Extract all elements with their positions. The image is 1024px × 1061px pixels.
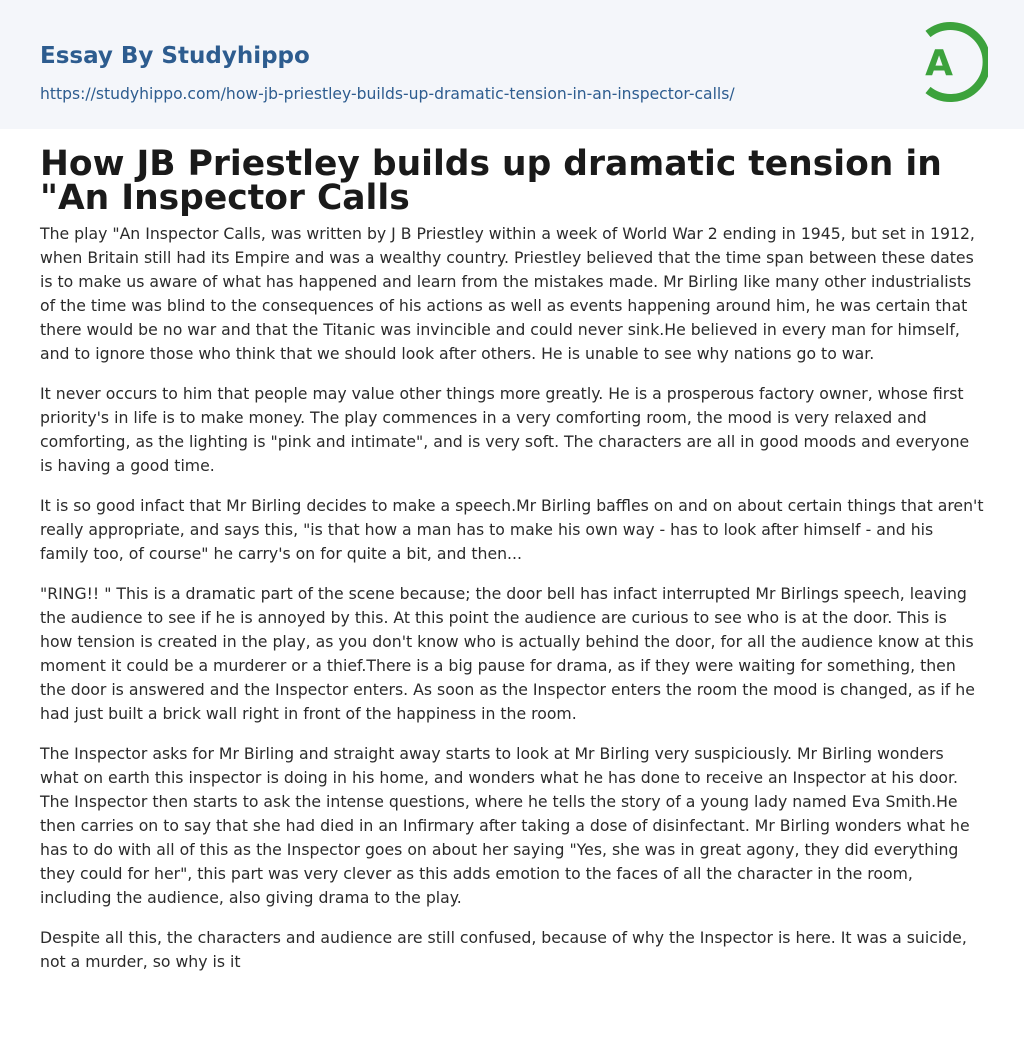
article-paragraph-6: Despite all this, the characters and audience are still confused, because of why the Inspector is here. It was a suicide, not a murder, so why is it [40, 928, 967, 971]
article-paragraph-2: It never occurs to him that people may value other things more greatly. He is a prosperous factory owner, whose first priority's in life is to make money. The play commences in a very comforting room, the mood is very relaxed and comforting, as the lighting is "pink and intimate", and is very soft. The characters are all in good moods and everyone is having a good time. [40, 384, 970, 475]
article [40, 144, 984, 990]
studyhippo-logo-icon[interactable] [912, 18, 988, 106]
site-brand[interactable]: Essay By Studyhippo [40, 43, 310, 69]
article-paragraph-5: The Inspector asks for Mr Birling and straight away starts to look at Mr Birling very suspiciously. Mr Birling wonders what on earth this inspector is doing in his home, and wonders what he has done to receive an Inspector at his door. The Inspector then starts to ask the intense questions, where he tells the story of a young lady named Eva Smith.He then carries on to say that she had died in an Infirmary after taking a dose of disinfectant. Mr Birling wonders what he has to do with all of this as the Inspector goes on about her saying "Yes, she was in great agony, they did everything they could for her", this part was very clever as this adds emotion to the faces of all the character in the room, including the audience, also giving drama to the play. [40, 744, 970, 907]
article-paragraph-4: "RING!! " This is a dramatic part of the scene because; the door bell has infact interrupted Mr Birlings speech, leaving the audience to see if he is annoyed by this. At this point the audience are curious to see who is at the door. This is how tension is created in the play, as you don't know who is actually behind the door, for all the audience know at this moment it could be a murderer or a thief.There is a big pause for drama, as if they were waiting for something, then the door is answered and the Inspector enters. As soon as the Inspector enters the room the mood is changed, as if he had just built a brick wall right in front of the happiness in the room. [40, 584, 975, 723]
article-paragraph-3: It is so good infact that Mr Birling decides to make a speech.Mr Birling baffles on and on about certain things that aren't really appropriate, and says this, "is that how a man has to make his own way - has to look after himself - and his family too, of course" he carry's on for quite a bit, and then... [40, 496, 984, 563]
article-title: How JB Priestley builds up dramatic tension in "An Inspector Calls [40, 144, 942, 218]
article-paragraph-1: The play "An Inspector Calls, was written by J B Priestley within a week of World War 2 ending in 1945, but set in 1912, when Britain still had its Empire and was a wealthy country. Priestley believed that the time span between these dates is to make us aware of what has happened and learn from the mistakes made. Mr Birling like many other industrialists of the time was blind to the consequences of his actions as well as events happening around him, he was certain that there would be no war and that the Titanic was invincible and could never sink.He believed in every man for himself, and to ignore those who think that we should look after others. He is unable to see why nations go to war. [40, 224, 975, 363]
site-header [0, 0, 1024, 129]
logo-letter: A [925, 43, 953, 84]
page-url-link[interactable]: https://studyhippo.com/how-jb-priestley-builds-up-dramatic-tension-in-an-inspector-calls/ [40, 85, 735, 103]
